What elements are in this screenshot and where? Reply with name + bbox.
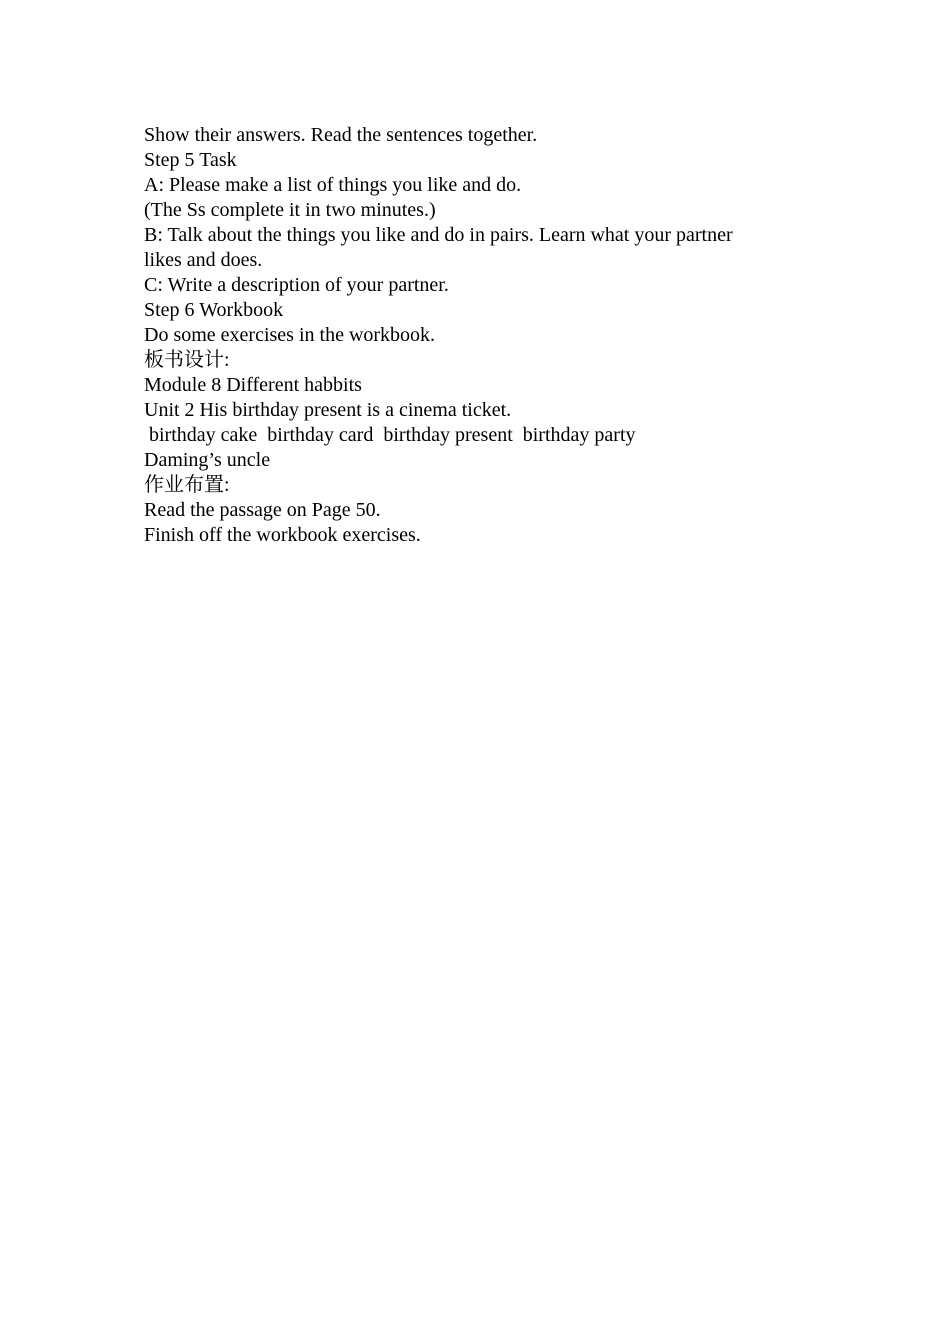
- text-line: (The Ss complete it in two minutes.): [144, 199, 436, 221]
- homework-item: Finish off the workbook exercises.: [144, 524, 421, 546]
- homework-item: Read the passage on Page 50.: [144, 499, 381, 521]
- step-heading: Step 5 Task: [144, 149, 237, 171]
- step-heading: Step 6 Workbook: [144, 299, 284, 321]
- document-body: [144, 123, 814, 548]
- vocabulary-line: birthday cake birthday card birthday present birthday party: [144, 424, 636, 446]
- unit-title: Unit 2 His birthday present is a cinema ticket.: [144, 399, 512, 421]
- text-line: Show their answers. Read the sentences together.: [144, 124, 538, 146]
- text-line: Daming’s uncle: [144, 449, 271, 471]
- text-line: B: Talk about the things you like and do in pairs. Learn what your partner: [144, 224, 733, 246]
- text-line: A: Please make a list of things you like and do.: [144, 174, 522, 196]
- text-line: Do some exercises in the workbook.: [144, 324, 436, 346]
- section-heading-board-design: 板书设计:: [144, 349, 230, 371]
- section-heading-homework: 作业布置:: [144, 474, 230, 496]
- text-line: likes and does.: [144, 249, 263, 271]
- text-line: C: Write a description of your partner.: [144, 274, 449, 296]
- module-title: Module 8 Different habbits: [144, 374, 362, 396]
